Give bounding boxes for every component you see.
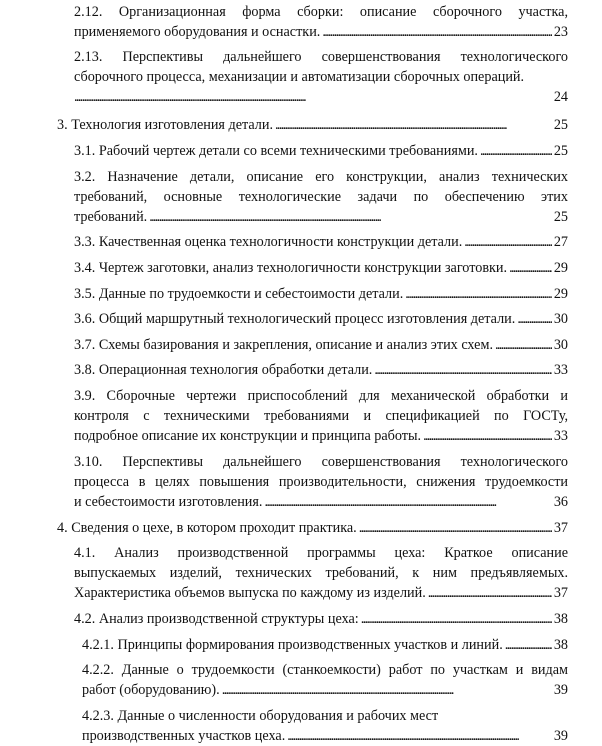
toc-entry-text: 4.2. Анализ производственной структуры цеха: <box>74 611 359 627</box>
toc-entry-3-7 <box>74 335 568 355</box>
dot-leader <box>287 726 552 746</box>
dot-leader <box>361 609 552 629</box>
toc-entry-4-1-leader <box>74 583 568 603</box>
toc-entry-text: подробное описание их конструкции и принципа работы. <box>74 428 422 444</box>
page-number: 39 <box>553 728 568 744</box>
toc-entry-3-2 <box>74 167 568 207</box>
dot-leader <box>275 115 552 135</box>
toc-entry-text: выпускаемых изделий, технических требований, к ним предъявляемых. <box>74 565 568 581</box>
toc-entry-4-2-2-leader <box>82 680 568 700</box>
toc-entry-text: 3.10. Перспективы дальнейшего совершенствования технологического <box>74 454 568 470</box>
toc-entry-text: 3.9. Сборочные чертежи приспособлений для механической обработки и <box>74 388 568 404</box>
page-number: 36 <box>553 494 568 510</box>
toc-entry-text: 3.7. Схемы базирования и закрепления, описание и анализ этих схем. <box>74 337 493 353</box>
toc-entry-3-10-leader <box>74 492 568 512</box>
page-number: 39 <box>553 682 568 698</box>
toc-entry-text: 2.13. Перспективы дальнейшего совершенствования технологического <box>74 49 568 65</box>
toc-entry-text: Характеристика объемов выпуска по каждому из изделий. <box>74 585 426 601</box>
page-number: 24 <box>553 89 568 105</box>
page-number: 33 <box>553 362 568 378</box>
dot-leader <box>509 258 552 278</box>
dot-leader <box>322 22 551 42</box>
toc-entry-3-4 <box>74 258 568 278</box>
toc-entry-text: 3.8. Операционная технология обработки детали. <box>74 362 373 378</box>
toc-entry-text: 3.1. Рабочий чертеж детали со всеми техническими требованиями. <box>74 143 478 159</box>
dot-leader <box>464 232 552 252</box>
toc-entry-3-6 <box>74 309 568 329</box>
toc-entry-4-1 <box>74 543 568 583</box>
page-number: 27 <box>553 234 568 250</box>
page-number: 33 <box>553 428 568 444</box>
dot-leader <box>480 141 552 161</box>
page-number: 29 <box>553 260 568 276</box>
page-number: 30 <box>553 337 568 353</box>
page-number: 29 <box>553 286 568 302</box>
dot-leader <box>517 309 551 329</box>
toc-entry-4-2-2 <box>82 660 568 680</box>
toc-entry-2-12-leader <box>74 22 568 42</box>
page-number: 30 <box>553 311 568 327</box>
toc-entry-text: применяемого оборудования и оснастки. <box>74 24 321 40</box>
toc-entry-3-10 <box>74 452 568 492</box>
toc-entry-text: требований. <box>74 209 148 225</box>
dot-leader <box>264 492 551 512</box>
toc-entry-text: работ (оборудованию). <box>82 682 220 698</box>
page-number: 25 <box>553 117 568 133</box>
toc-entry-3-9-leader <box>74 426 568 446</box>
dot-leader <box>495 335 552 355</box>
toc-entry-3 <box>57 115 568 135</box>
dot-leader <box>423 426 552 446</box>
toc-entry-3-5 <box>74 284 568 304</box>
toc-entry-text: 4.2.2. Данные о трудоемкости (станкоемкости) работ по участкам и видам <box>82 662 568 678</box>
page-number: 25 <box>553 209 568 225</box>
toc-entry-3-1 <box>74 141 568 161</box>
toc-entry-text: 3.5. Данные по трудоемкости и себестоимости детали. <box>74 286 404 302</box>
dot-leader <box>222 680 552 700</box>
toc-entry-4 <box>57 518 568 538</box>
toc-entry-4-2-1 <box>82 635 568 655</box>
dot-leader <box>505 635 552 655</box>
toc-entry-text: контроля с техническими требованиями и спецификацией по ГОСТу, <box>74 408 568 424</box>
toc-entry-2-13 <box>74 47 568 87</box>
toc-entry-text: 4. Сведения о цехе, в котором проходит практика. <box>57 520 357 536</box>
dot-leader <box>374 360 551 380</box>
toc-entry-3-8 <box>74 360 568 380</box>
dot-leader <box>405 284 552 304</box>
toc-entry-text: 3.3. Качественная оценка технологичности конструкции детали. <box>74 234 463 250</box>
toc-entry-text: процесса в целях повышения производительности, снижения трудоемкости <box>74 474 568 490</box>
page-number: 23 <box>553 24 568 40</box>
toc-entry-text: 4.1. Анализ производственной программы цеха: Краткое описание <box>74 545 568 561</box>
page-number: 37 <box>553 520 568 536</box>
toc-entry-text: требований, основные технологические задачи по обеспечению этих <box>74 189 568 205</box>
toc-entry-3-3 <box>74 232 568 252</box>
toc-entry-text: 3.6. Общий маршрутный технологический процесс изготовления детали. <box>74 311 516 327</box>
page-number: 37 <box>553 585 568 601</box>
dot-leader <box>428 583 552 603</box>
page-number: 25 <box>553 143 568 159</box>
toc-entry-text: сборочного процесса, механизации и автоматизации сборочных операций. <box>74 69 525 85</box>
toc-entry-4-2-3-leader <box>82 726 568 746</box>
toc-entry-text: 2.12. Организационная форма сборки: описание сборочного участка, <box>74 4 568 20</box>
toc-entry-3-9 <box>74 386 568 426</box>
toc-entry-text: 3.2. Назначение детали, описание его конструкции, анализ технических <box>74 169 568 185</box>
toc-entry-text: 3. Технология изготовления детали. <box>57 117 274 133</box>
toc-entry-text: 4.2.1. Принципы формирования производственных участков и линий. <box>82 637 503 653</box>
toc-entry-text: 3.4. Чертеж заготовки, анализ технологичности конструкции заготовки. <box>74 260 508 276</box>
dot-leader <box>359 518 552 538</box>
dot-leader <box>149 207 552 227</box>
toc-entry-text: и себестоимости изготовления. <box>74 494 263 510</box>
dot-leader <box>74 87 552 107</box>
toc-entry-2-13-leader <box>74 87 568 107</box>
page-number: 38 <box>553 611 568 627</box>
toc-entry-4-2-3 <box>82 706 492 726</box>
toc-entry-3-2-leader <box>74 207 568 227</box>
toc-entry-4-2 <box>74 609 568 629</box>
toc-entry-2-12 <box>74 2 568 22</box>
page-number: 38 <box>553 637 568 653</box>
toc-entry-text: 4.2.3. Данные о численности оборудования и рабочих мест <box>82 708 439 724</box>
toc-entry-text: производственных участков цеха. <box>82 728 286 744</box>
